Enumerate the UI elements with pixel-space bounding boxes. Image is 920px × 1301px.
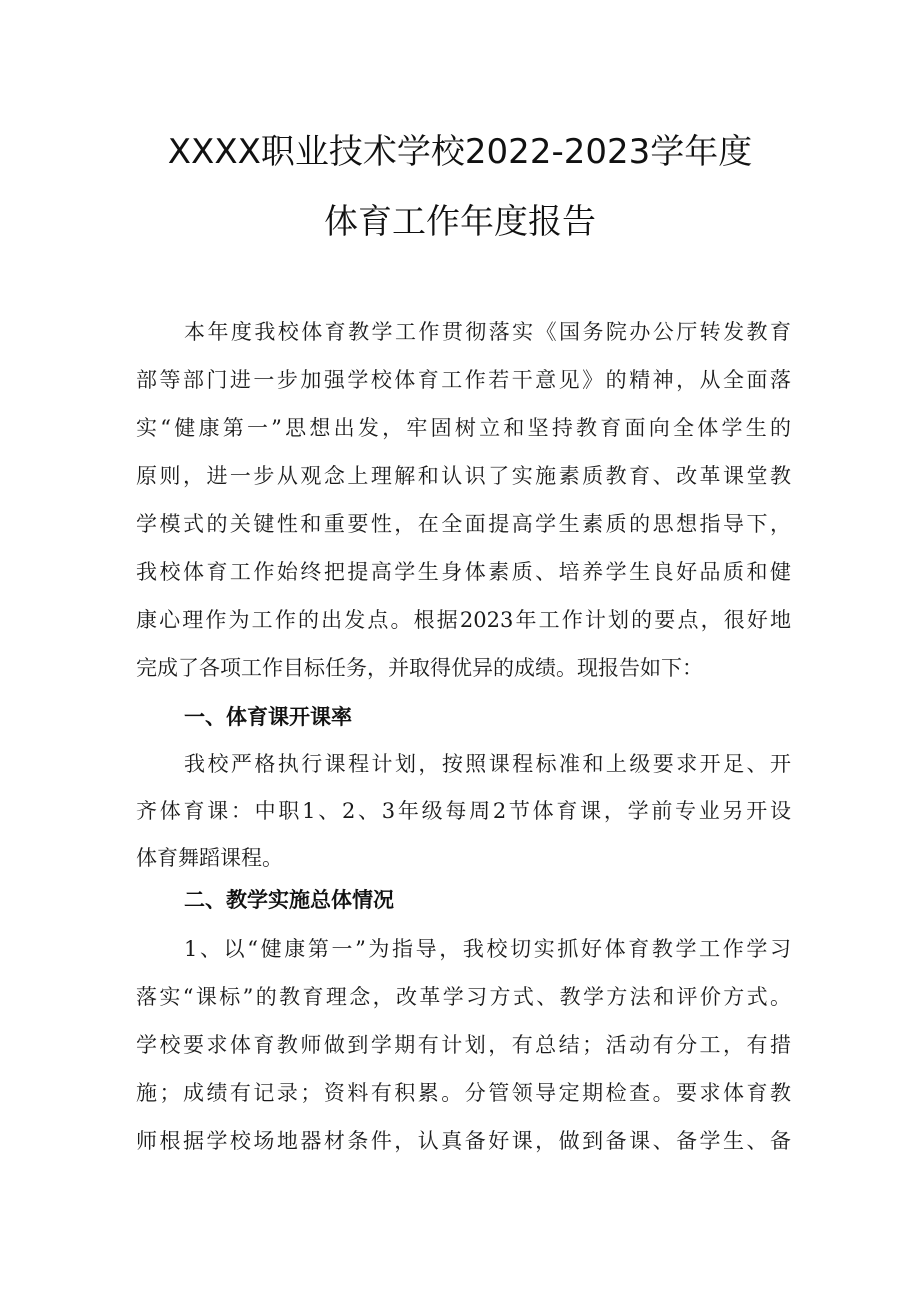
- section-2-line: 1、以“健康第一”为指导，我校切实抓好体育教学工作学习: [184, 937, 791, 961]
- section-1-line: 体育舞蹈课程。: [136, 846, 283, 870]
- intro-line: 完成了各项工作目标任务，并取得优异的成绩。现报告如下：: [136, 656, 703, 680]
- section-2-line: 施；成绩有记录；资料有积累。分管领导定期检查。要求体育教: [136, 1081, 791, 1105]
- intro-line: 学模式的关键性和重要性，在全面提高学生素质的思想指导下，: [136, 512, 791, 536]
- section-1-line: 齐体育课：中职1、2、3年级每周2节体育课，学前专业另开设: [136, 799, 791, 823]
- document-title-line-2: 体育工作年度报告: [324, 202, 596, 242]
- intro-line: 实“健康第一”思想出发，牢固树立和坚持教育面向全体学生的: [136, 416, 791, 440]
- section-2-line: 学校要求体育教师做到学期有计划，有总结；活动有分工，有措: [136, 1033, 791, 1057]
- intro-line: 康心理作为工作的出发点。根据2023年工作计划的要点，很好地: [136, 608, 791, 632]
- intro-line: 部等部门进一步加强学校体育工作若干意见》的精神，从全面落: [136, 368, 791, 392]
- section-2-heading: 二、教学实施总体情况: [184, 888, 394, 912]
- section-1-heading: 一、体育课开课率: [184, 705, 352, 729]
- intro-line: 本年度我校体育教学工作贯彻落实《国务院办公厅转发教育: [184, 320, 791, 344]
- document-title-line-1: XXXX职业技术学校2022-2023学年度: [167, 132, 753, 172]
- section-1-line: 我校严格执行课程计划，按照课程标准和上级要求开足、开: [184, 752, 791, 776]
- section-2-line: 落实“课标”的教育理念，改革学习方式、教学方法和评价方式。: [136, 985, 791, 1009]
- intro-line: 我校体育工作始终把提高学生身体素质、培养学生良好品质和健: [136, 560, 791, 584]
- intro-line: 原则，进一步从观念上理解和认识了实施素质教育、改革课堂教: [136, 464, 791, 488]
- section-2-line: 师根据学校场地器材条件，认真备好课，做到备课、备学生、备: [136, 1129, 791, 1153]
